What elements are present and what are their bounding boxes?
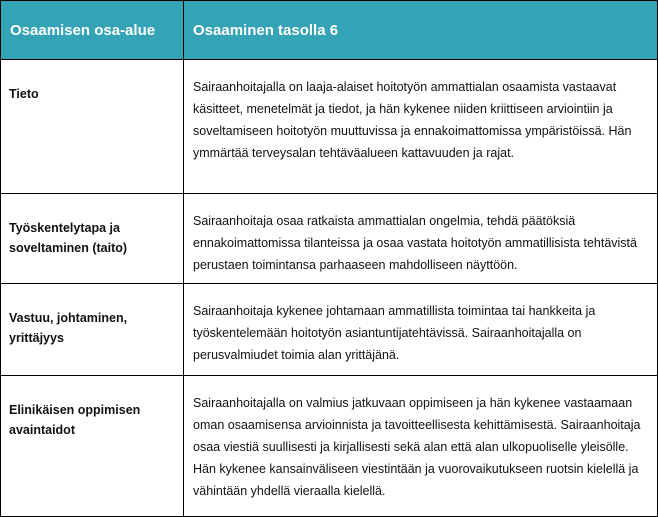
header-area: Osaamisen osa-alue — [1, 1, 184, 60]
area-cell: Vastuu, johtaminen, yrittäjyys — [1, 284, 184, 376]
description-cell: Sairaanhoitaja osaa ratkaista ammattialan ongelmia, tehdä päätöksiä ennakoimattomissa tilanteissa ja osaa vastata hoitotyön ammatillisista tehtävistä perustaen toimintansa parhaaseen mahdolliseen näyttöön. — [184, 194, 658, 284]
description-cell: Sairaanhoitajalla on valmius jatkuvaan oppimiseen ja hän kykenee vastaamaan oman osaamisensa arvioinnista ja tavoitteellisesta kehittämisestä. Sairaanhoitaja osaa viestiä suullisesti ja kirjallisesti sekä alan että alan ulkopuoliselle yleisölle. Hän kykenee kansainväliseen viestintään ja vuorovaikutukseen ruotsin kielellä ja vähintään yhdellä vieraalla kielellä. — [184, 376, 658, 517]
area-cell: Elinikäisen oppimisen avaintaidot — [1, 376, 184, 517]
area-cell: Tieto — [1, 60, 184, 194]
area-cell: Työskentelytapa ja soveltaminen (taito) — [1, 194, 184, 284]
description-cell: Sairaanhoitajalla on laaja-alaiset hoitotyön ammattialan osaamista vastaavat käsitteet, menetelmät ja tiedot, ja hän kykenee niiden kriittiseen arviointiin ja soveltamiseen hoitotyön muuttuvissa ja ennakoimattomissa ympäristöissä. Hän ymmärtää terveysalan tehtäväalueen kattavuuden ja rajat. — [184, 60, 658, 194]
description-cell: Sairaanhoitaja kykenee johtamaan ammatillista toimintaa tai hankkeita ja työskentelemään hoitotyön asiantuntijatehtävissä. Sairaanhoitajalla on perusvalmiudet toimia alan yrittäjänä. — [184, 284, 658, 376]
header-level6: Osaaminen tasolla 6 — [184, 1, 658, 60]
table-row — [1, 376, 658, 517]
table-row — [1, 60, 658, 194]
table-row — [1, 194, 658, 284]
header-row — [1, 1, 658, 60]
table-row — [1, 284, 658, 376]
